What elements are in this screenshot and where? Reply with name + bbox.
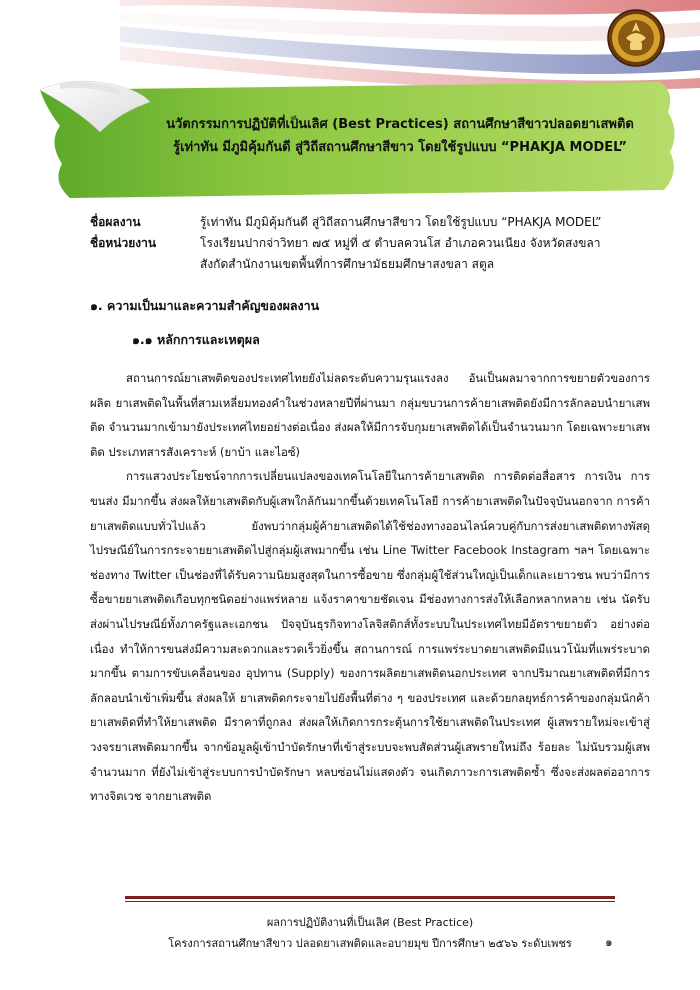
meta-row-unit-2 <box>90 254 650 275</box>
school-emblem-icon <box>606 8 666 68</box>
section-heading: ๑. ความเป็นมาและความสำคัญของผลงาน <box>90 298 320 313</box>
meta-row-work <box>90 212 650 233</box>
footer-line-1: ผลการปฏิบัติงานที่เป็นเลิศ (Best Practice) <box>266 916 474 929</box>
paragraph-2: การแสวงประโยชน์จากการเปลี่ยนแปลงของเทคโนโลยีในการค้ายาเสพติด การติดต่อสื่อสาร การเงิน การขนส่ง มีมากขึ้น ส่งผลให้ยาเสพติดกับผู้เสพใกล้กันมากขึ้นด้วยเทคโนโลยี การค้ายาเสพติดในปัจจุบันนอกจาก การค้ายาเสพติดแบบทั่วไปแล้ว ยังพบว่ากลุ่มผู้ค้ายาเสพติดได้ใช้ช่องทางออนไลน์ควบคู่กับการส่งยาเสพติดทางพัสดุ ไปรษณีย์ในการกระจายยาเสพติดไปสู่กลุ่มผู้เสพมากขึ้น เช่น Line Twitter Facebook Instagram ฯลฯ โดยเฉพาะช่องทาง Twitter เป็นช่องที่ได้รับความนิยมสูงสุดในการซื้อขาย ซึ่งกลุ่มผู้ใช้ส่วนใหญ่เป็นเด็กและเยาวชน พบว่ามีการซื้อขายยาเสพติดเกือบทุกชนิดอย่างแพร่หลาย แจ้งราคาขายชัดเจน มีช่องทางการส่งให้เลือกหลากหลาย เช่น นัดรับ ส่งผ่านไปรษณีย์ทั้งภาครัฐและเอกชน ปัจจุบันธุรกิจทางโลจิสติกส์ทั้งระบบในประเทศไทยมีอัตราขยายตัว อย่างต่อเนื่อง ทำให้การขนส่งมีความสะดวกและรวดเร็วยิ่งขึ้น สถานการณ์ การแพร่ระบาดยาเสพติดมีแนวโน้มที่แพร่ระบาดมากขึ้น ตามการขับเคลื่อนของ อุปทาน (Supply) ของการผลิตยาเสพติดนอกประเทศ จากปริมาณยาเสพติดที่มีการลักลอบนำเข้าเพิ่มขึ้น ส่งผลให้ ยาเสพติดกระจายไปยังพื้นที่ต่าง ๆ ของประเทศ และด้วยกลยุทธ์การค้าของกลุ่มนักค้ายาเสพติดที่ทำให้ยาเสพติด มีราคาที่ถูกลง ส่งผลให้เกิดการกระตุ้นการใช้ยาเสพติดในประเทศ ผู้เสพรายใหม่จะเข้าสู่วงจรยาเสพติดมากขึ้น จากข้อมูลผู้เข้าบำบัดรักษาที่เข้าสู่ระบบจะพบสัดส่วนผู้เสพรายใหม่ถึง ร้อยละ ไม่นับรวมผู้เสพจำนวนมาก ที่ยังไม่เข้าสู่ระบบการบำบัดรักษา หลบซ่อนไม่แสดงตัว จนเกิดภาวะการเสพติดซ้ำ ซึ่งจะส่งผลต่ออาการทางจิตเวช จากยาเสพติด <box>90 469 650 804</box>
unit-name-label: ชื่อหน่วยงาน <box>90 236 157 250</box>
subsection-heading: ๑.๑ หลักการและเหตุผล <box>132 332 260 347</box>
work-name-value: รู้เท่าทัน มีภูมิคุ้มกันดี สู่วิถีสถานศึกษาสีขาว โดยใช้รูปแบบ “PHAKJA MODEL” <box>200 215 602 229</box>
footer-rule-thin <box>125 901 615 902</box>
work-name-label: ชื่อผลงาน <box>90 215 141 229</box>
page-footer <box>90 912 650 954</box>
unit-name-value: โรงเรียนปากจ่าวิทยา ๗๕ หมู่ที่ ๕ ตำบลควนโส อำเภอควนเนียง จังหวัดสงขลา <box>200 236 601 250</box>
banner-title-line-2: รู้เท่าทัน มีภูมิคุ้มกันดี สู่วิถีสถานศึกษาสีขาว โดยใช้รูปแบบ “PHAKJA MODEL” <box>173 140 627 155</box>
meta-row-unit <box>90 233 650 254</box>
footer-line-2: โครงการสถานศึกษาสีขาว ปลอดยาเสพติดและอบายมุข ปีการศึกษา ๒๕๖๖ ระดับเพชร <box>168 937 572 950</box>
body-text <box>90 366 650 809</box>
meta-label-spacer <box>90 254 200 275</box>
paragraph-1: สถานการณ์ยาเสพติดของประเทศไทยยังไม่ลดระดับความรุนแรงลง อันเป็นผลมาจากการขยายตัวของการผลิต ยาเสพติดในพื้นที่สามเหลี่ยมทองคำในช่วงหลายปีที่ผ่านมา กลุ่มขบวนการค้ายาเสพติดยังมีการลักลอบนำยาเสพติด จำนวนมากเข้ามายังประเทศไทยอย่างต่อเนื่อง ส่งผลให้มีการจับกุมยาเสพติดได้เป็นจำนวนมาก โดยเฉพาะยาเสพติด ประเภทสารสังเคราะห์ (ยาบ้า และไอซ์) <box>90 371 650 459</box>
unit-affiliation-value: สังกัดสำนักงานเขตพื้นที่การศึกษามัธยมศึกษาสงขลา สตูล <box>200 257 495 271</box>
document-meta <box>90 212 650 275</box>
banner-title <box>120 113 680 159</box>
banner-title-line-1: นวัตกรรมการปฏิบัติที่เป็นเลิศ (Best Practices) สถานศึกษาสีขาวปลอดยาเสพติด <box>166 117 634 132</box>
footer-rule-thick <box>125 896 615 899</box>
footer-rule <box>125 896 615 902</box>
page-number: ๑ <box>605 935 613 949</box>
